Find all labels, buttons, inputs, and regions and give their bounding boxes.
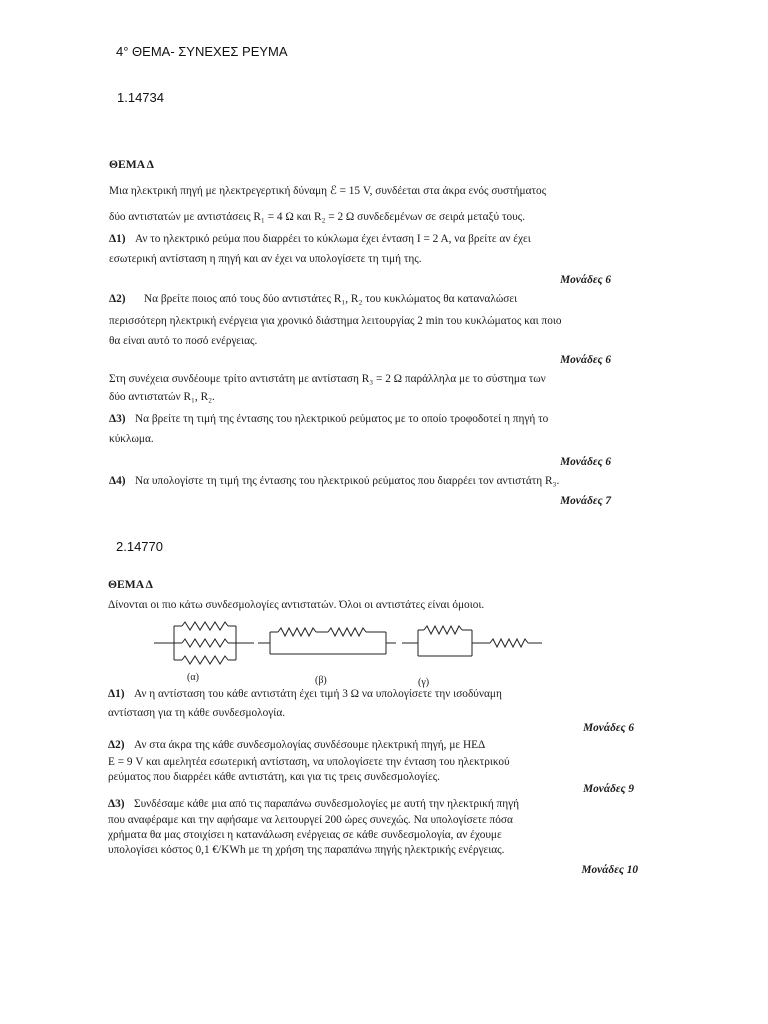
problem2-line: αντίσταση για τη κάθε συνδεσμολογία. <box>108 707 286 719</box>
problem1-line: Να βρείτε τη τιμή της έντασης του ηλεκτρικού ρεύματος με το οποίο τροφοδοτεί η πηγή το <box>135 413 549 425</box>
problem1-line: Αν το ηλεκτρικό ρεύμα που διαρρέει το κύκλωμα έχει ένταση I = 2 A, να βρείτε αν έχει <box>135 233 531 245</box>
problem1-label-d4: Δ4) <box>109 475 126 487</box>
diagram-b <box>258 628 396 654</box>
problem1-line: Στη συνέχεια συνδέουμε τρίτο αντιστάτη με αντίσταση R₃ = 2 Ω παράλληλα με το σύστημα των <box>109 373 546 385</box>
diagram-a <box>154 622 254 664</box>
problem1-marks-d3: Μονάδες 6 <box>560 456 611 468</box>
problem1 <box>109 159 611 509</box>
problem2-line: E = 9 V και αμελητέα εσωτερική αντίσταση, να υπολογίσετε την ένταση του ηλεκτρικού <box>108 756 510 768</box>
diagram-c <box>402 626 542 656</box>
problem2-line: ρεύματος που διαρρέει κάθε αντιστάτη, και για τις τρεις συνδεσμολογίες. <box>108 771 440 783</box>
problem1-marks-d1: Μονάδες 6 <box>560 274 611 286</box>
diagram-label-c: (γ) <box>418 677 430 688</box>
problem1-label-d2: Δ2) <box>109 293 126 305</box>
problem1-label-d1: Δ1) <box>109 233 126 245</box>
problem2-title: ΘΕΜΑ Δ <box>108 578 153 591</box>
problem1-marks-d2: Μονάδες 6 <box>560 354 611 366</box>
problem1-line: εσωτερική αντίσταση η πηγή και αν έχει να υπολογίσετε τη τιμή της. <box>109 253 422 265</box>
problem1-line: κύκλωμα. <box>109 433 154 445</box>
diagram-label-b: (β) <box>315 675 327 686</box>
problem2-line: που αναφέραμε και την αφήσαμε να λειτουργεί 200 ώρες συνεχώς. Να υπολογίσετε πόσα <box>108 814 513 826</box>
problem1-line: Μια ηλεκτρική πηγή με ηλεκτρεγερτική δύναμη ℰ = 15 V, συνδέεται στα άκρα ενός συστήματος <box>109 185 547 197</box>
problem2-marks-d3: Μονάδες 10 <box>581 864 638 876</box>
problem2-label-d3: Δ3) <box>108 798 125 810</box>
resistor-diagrams-svg <box>150 612 550 682</box>
problem2-id: 2.14770 <box>116 539 163 554</box>
problem2-marks-d2: Μονάδες 9 <box>583 783 634 795</box>
problem2-label-d1: Δ1) <box>108 688 125 700</box>
problem1-line: Να υπολογίστε τη τιμή της έντασης του ηλεκτρικού ρεύματος που διαρρέει τον αντιστάτη R₃. <box>135 475 560 487</box>
problem2-label-d2: Δ2) <box>108 739 125 751</box>
problem1-line: δύο αντιστατών R₁, R₂. <box>109 391 215 403</box>
problem1-title: ΘΕΜΑ Δ <box>109 158 154 171</box>
problem2-intro: Δίνονται οι πιο κάτω συνδεσμολογίες αντιστατών. Όλοι οι αντιστάτες είναι όμοιοι. <box>108 599 485 611</box>
problem1-id: 1.14734 <box>117 90 164 105</box>
problem1-marks-d4: Μονάδες 7 <box>560 495 611 507</box>
problem2-marks-d1: Μονάδες 6 <box>583 722 634 734</box>
diagram-label-a: (α) <box>187 672 199 683</box>
page-title: 4° ΘΕΜΑ- ΣΥΝΕΧΕΣ ΡΕΥΜΑ <box>116 44 288 59</box>
problem1-line: θα είναι αυτό το ποσό ενέργειας. <box>109 335 258 347</box>
problem2-line: Αν η αντίσταση του κάθε αντιστάτη έχει τιμή 3 Ω να υπολογίσετε την ισοδύναμη <box>134 688 502 700</box>
problem2-line: χρήματα θα μας στοιχίσει η κατανάλωση ενέργειας σε κάθε συνδεσμολογία, αν έχουμε <box>108 829 502 841</box>
problem1-line: δύο αντιστατών με αντιστάσεις R₁ = 4 Ω και R₂ = 2 Ω συνδεδεμένων σε σειρά μεταξύ τους. <box>109 211 526 223</box>
resistor-diagrams <box>150 612 550 692</box>
problem1-line: περισσότερη ηλεκτρική ενέργεια για χρονικό διάστημα λειτουργίας 2 min του κυκλώματος και ποιο <box>109 315 562 327</box>
problem2-line: Αν στα άκρα της κάθε συνδεσμολογίας συνδέσουμε ηλεκτρική πηγή, με ΗΕΔ <box>134 739 486 751</box>
problem1-label-d3: Δ3) <box>109 413 126 425</box>
problem1-line: Να βρείτε ποιος από τους δύο αντιστάτες R₁, R₂ του κυκλώματος θα καταναλώσει <box>144 293 518 305</box>
problem2-line: Συνδέσαμε κάθε μια από τις παραπάνω συνδεσμολογίες με αυτή την ηλεκτρική πηγή <box>134 798 520 810</box>
problem2-line: υπολογίσει κόστος 0,1 €/KWh με τη χρήση της παραπάνω πηγής ηλεκτρικής ενέργειας. <box>108 844 505 856</box>
